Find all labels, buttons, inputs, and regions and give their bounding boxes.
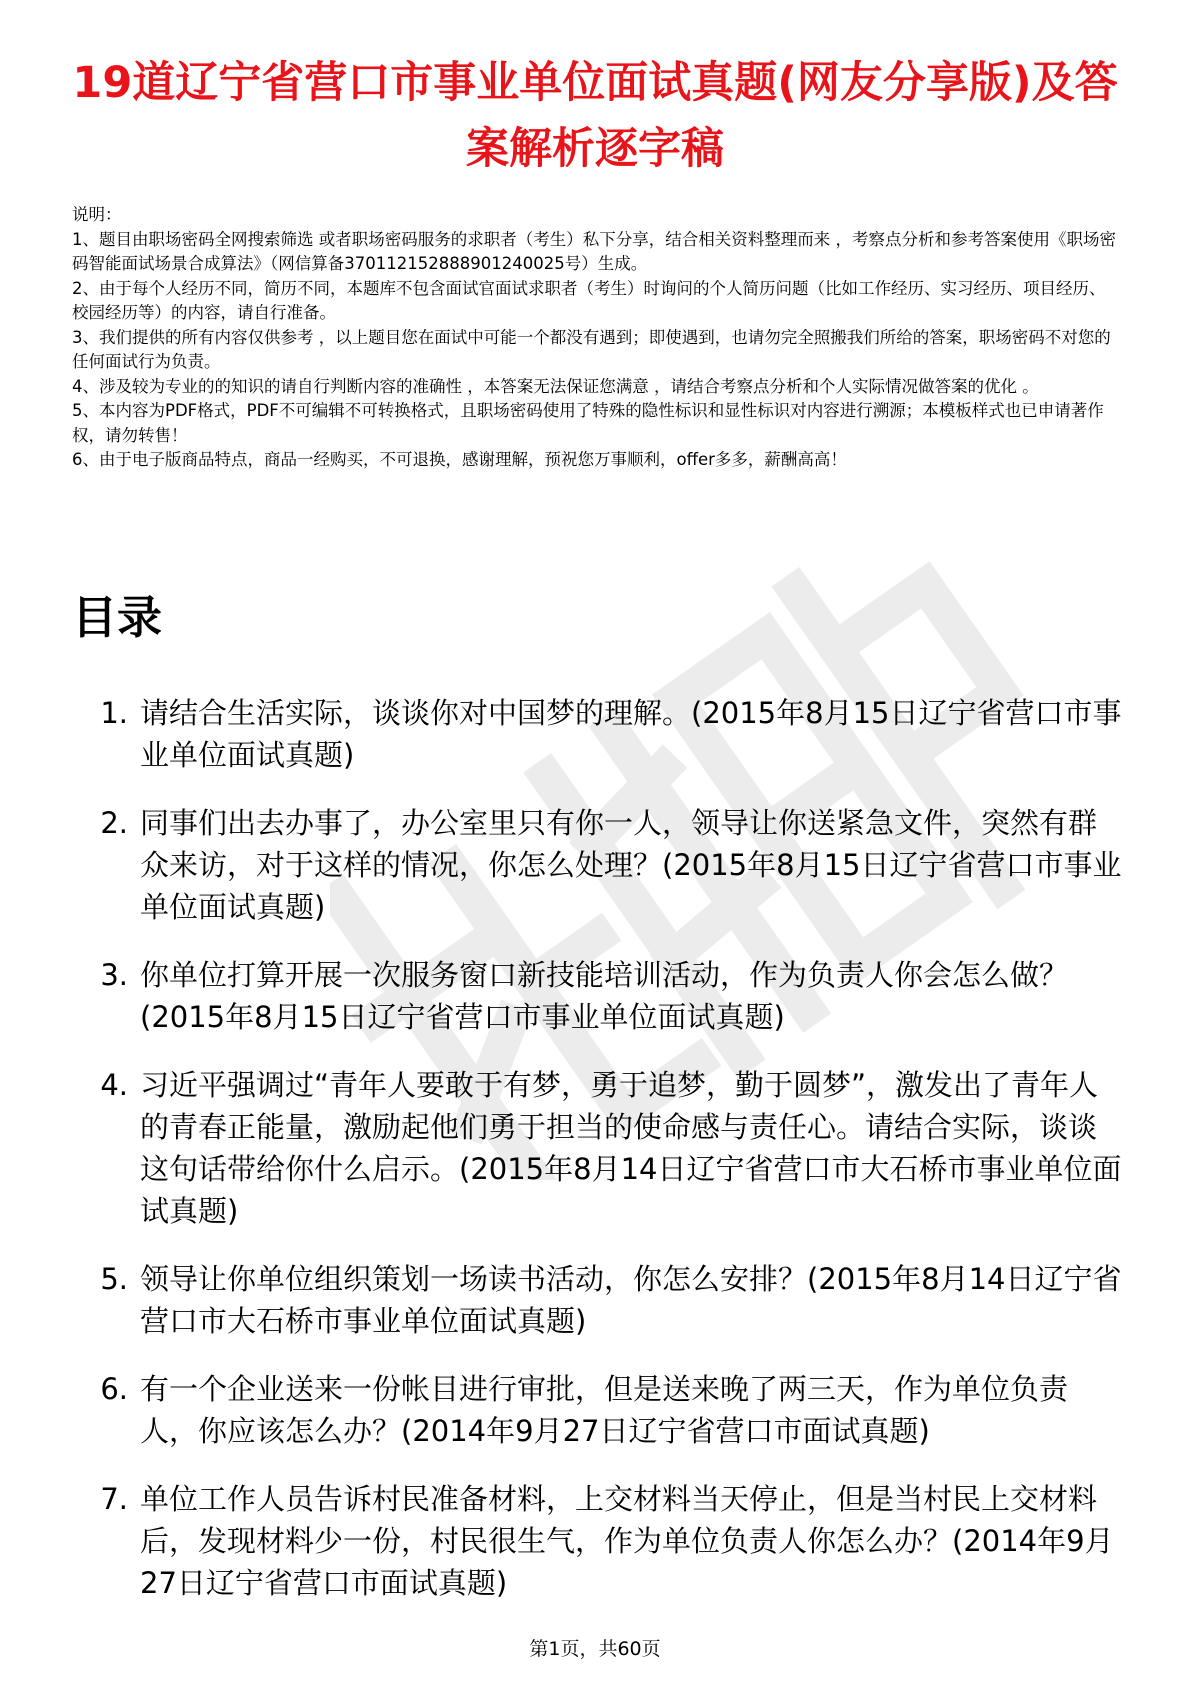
- note-item: 3、我们提供的所有内容仅供参考 ，以上题目您在面试中可能一个都没有遇到；即使遇到，也请勿完全照搬我们所给的答案，职场密码不对您的任何面试行为负责。: [72, 327, 1111, 371]
- toc-item[interactable]: [72, 1478, 1122, 1604]
- toc-item-text[interactable]: 单位工作人员告诉村民准备材料，上交材料当天停止，但是当村民上交材料后，发现材料少一份，村民很生气，作为单位负责人你怎么办？(2014年9月27日辽宁省营口市面试真题): [140, 1482, 1114, 1600]
- notes-heading: 说明：: [72, 205, 122, 224]
- toc-item-text[interactable]: 你单位打算开展一次服务窗口新技能培训活动，作为负责人你会怎么做？(2015年8月15日辽宁省营口市事业单位面试真题): [140, 958, 1069, 1034]
- toc-item[interactable]: [72, 1368, 1122, 1452]
- page-footer: 第1页，共60页: [529, 1638, 661, 1660]
- document-title: 19道辽宁省营口市事业单位面试真题(网友分享版)及答案解析逐字稿: [72, 58, 1118, 174]
- toc-item[interactable]: [72, 954, 1122, 1038]
- note-item: 2、由于每个人经历不同，简历不同，本题库不包含面试官面试求职者（考生）时询问的个人简历问题（比如工作经历、实习经历、项目经历、校园经历等）的内容，请自行准备。: [72, 278, 1106, 322]
- toc-item[interactable]: [72, 1064, 1122, 1232]
- toc-item[interactable]: [72, 802, 1122, 928]
- note-item: 1、题目由职场密码全网搜索筛选 或者职场密码服务的求职者（考生）私下分享，结合相关资料整理而来 ，考察点分析和参考答案使用《职场密码智能面试场景合成算法》（网信算备370112152888901240025号）生成。: [72, 229, 1116, 273]
- toc-item-number: 3.: [100, 958, 128, 992]
- toc-item-text[interactable]: 有一个企业送来一份帐目进行审批，但是送来晚了两三天，作为单位负责人，你应该怎么办？(2014年9月27日辽宁省营口市面试真题): [140, 1372, 1069, 1448]
- toc-item-text[interactable]: 习近平强调过“青年人要敢于有梦，勇于追梦，勤于圆梦”，激发出了青年人的青春正能量，激励起他们勇于担当的使命感与责任心。请结合实际，谈谈这句话带给你什么启示。(2015年8月14日辽宁省营口市大石桥市事业单位面试真题): [140, 1068, 1122, 1228]
- toc-item-number: 1.: [100, 696, 128, 730]
- note-item: 4、涉及较为专业的的知识的请自行判断内容的准确性 ，本答案无法保证您满意 ，请结合考察点分析和个人实际情况做答案的优化 。: [72, 376, 1039, 396]
- notes-section: [72, 203, 1118, 473]
- toc-item-number: 2.: [100, 806, 128, 840]
- toc-item-number: 7.: [100, 1482, 128, 1516]
- toc-list: [72, 692, 1122, 1630]
- toc-item[interactable]: [72, 692, 1122, 776]
- toc-item-text[interactable]: 请结合生活实际，谈谈你对中国梦的理解。(2015年8月15日辽宁省营口市事业单位面试真题): [140, 696, 1122, 772]
- note-item: 6、由于电子版商品特点，商品一经购买，不可退换，感谢理解，预祝您万事顺利，offer多多，薪酬高高！: [72, 450, 847, 469]
- toc-item-text[interactable]: 同事们出去办事了，办公室里只有你一人，领导让你送紧急文件，突然有群众来访，对于这样的情况，你怎么处理？(2015年8月15日辽宁省营口市事业单位面试真题): [140, 806, 1122, 924]
- toc-item-number: 4.: [100, 1068, 128, 1102]
- toc-item-number: 5.: [100, 1262, 128, 1296]
- toc-heading: 目录: [72, 591, 163, 644]
- toc-item-number: 6.: [100, 1372, 128, 1406]
- toc-item[interactable]: [72, 1258, 1122, 1342]
- note-item: 5、本内容为PDF格式，PDF不可编辑不可转换格式，且职场密码使用了特殊的隐性标识和显性标识对内容进行溯源；本模板样式也已申请著作权，请勿转售！: [72, 401, 1104, 445]
- toc-item-text[interactable]: 领导让你单位组织策划一场读书活动，你怎么安排？(2015年8月14日辽宁省营口市大石桥市事业单位面试真题): [140, 1262, 1122, 1338]
